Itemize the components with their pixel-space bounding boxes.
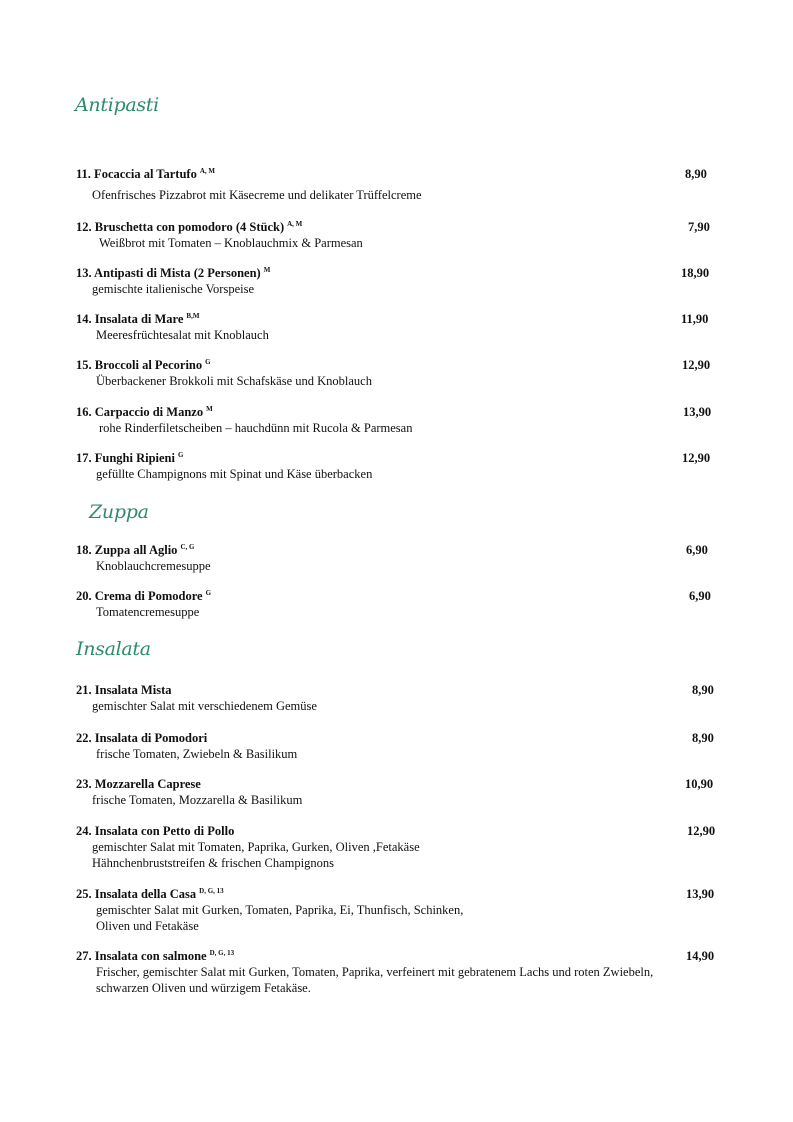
item-name: 16. Carpaccio di Manzo [76, 405, 204, 419]
item-price: 8,90 [685, 167, 707, 181]
menu-item [76, 731, 736, 763]
item-description: frische Tomaten, Mozzarella & Basilikum [92, 793, 303, 807]
menu-item [76, 949, 736, 996]
item-description: gemischter Salat mit Tomaten, Paprika, Gurken, Oliven ,Fetakäse [92, 840, 420, 854]
allergen-codes: M [263, 265, 271, 274]
allergen-codes: M [206, 404, 213, 413]
menu-item [76, 543, 736, 575]
item-description: rohe Rinderfiletscheiben – hauchdünn mit Rucola & Parmesan [99, 421, 413, 435]
item-description: frische Tomaten, Zwiebeln & Basilikum [96, 747, 298, 761]
item-price: 6,90 [686, 543, 708, 557]
section-title-zuppa: Zuppa [89, 501, 149, 523]
item-price: 13,90 [686, 887, 715, 901]
allergen-codes: B,M [186, 311, 200, 320]
menu-item [76, 777, 736, 809]
allergen-codes: G [178, 450, 184, 459]
item-name: 24. Insalata con Petto di Pollo [76, 824, 235, 838]
item-price: 18,90 [681, 266, 710, 280]
item-price: 8,90 [692, 683, 714, 697]
menu-item [76, 683, 736, 715]
item-description: Ofenfrisches Pizzabrot mit Käsecreme und delikater Trüffelcreme [92, 188, 422, 202]
menu-item [76, 824, 736, 871]
item-name: 15. Broccoli al Pecorino [76, 358, 203, 372]
item-description: Weißbrot mit Tomaten – Knoblauchmix & Parmesan [99, 236, 363, 250]
item-price: 12,90 [682, 451, 711, 465]
item-name: 25. Insalata della Casa [76, 887, 197, 901]
item-price: 12,90 [687, 824, 716, 838]
allergen-codes: G [205, 357, 211, 366]
menu-item [76, 266, 736, 298]
allergen-codes: D, G, 13 [199, 886, 224, 895]
menu-item [76, 887, 736, 934]
item-description: Überbackener Brokkoli mit Schafskäse und Knoblauch [96, 374, 372, 388]
section-title-insalata: Insalata [76, 638, 151, 660]
menu-item [76, 405, 736, 437]
item-name: 14. Insalata di Mare [76, 312, 184, 326]
item-name: 13. Antipasti di Mista (2 Personen) [76, 266, 261, 280]
item-description: Oliven und Fetakäse [96, 918, 199, 933]
item-description: Knoblauchcremesuppe [96, 559, 211, 573]
item-description: gefüllte Champignons mit Spinat und Käse überbacken [96, 467, 373, 481]
item-price: 13,90 [683, 405, 712, 419]
item-price: 6,90 [689, 589, 711, 603]
item-name: 21. Insalata Mista [76, 683, 172, 697]
allergen-codes: G [205, 588, 212, 597]
item-name: 20. Crema di Pomodore [76, 589, 203, 603]
item-price: 11,90 [681, 312, 709, 326]
item-price: 8,90 [692, 731, 714, 745]
item-price: 10,90 [685, 777, 714, 791]
item-name: 17. Funghi Ripieni [76, 451, 175, 465]
section-title-antipasti: Antipasti [75, 94, 159, 116]
item-description: Hähnchenbruststreifen & frischen Champignons [92, 855, 334, 870]
item-name: 18. Zuppa all Aglio [76, 543, 178, 557]
menu-item [76, 220, 736, 252]
item-description: gemischte italienische Vorspeise [92, 282, 254, 296]
allergen-codes: C, G [180, 542, 195, 551]
allergen-codes: D, G, 13 [209, 948, 235, 957]
menu-item [76, 358, 736, 390]
item-name: 27. Insalata con salmone [76, 949, 207, 963]
menu-item [76, 589, 736, 621]
item-description: Tomatencremesuppe [96, 605, 200, 619]
item-description: schwarzen Oliven und würzigem Fetakäse. [96, 980, 311, 995]
item-name: 11. Focaccia al Tartufo [76, 167, 197, 181]
allergen-codes: A, M [287, 219, 303, 228]
menu-item [76, 451, 736, 483]
item-description: Meeresfrüchtesalat mit Knoblauch [96, 328, 269, 342]
item-description: Frischer, gemischter Salat mit Gurken, Tomaten, Paprika, verfeinert mit gebratenem Lachs und roten Zwiebeln, [96, 965, 654, 979]
item-price: 7,90 [688, 220, 710, 234]
item-price: 14,90 [686, 949, 715, 963]
item-name: 23. Mozzarella Caprese [76, 777, 201, 791]
item-price: 12,90 [682, 358, 711, 372]
menu-item [76, 312, 736, 344]
menu-item [76, 167, 736, 204]
item-name: 22. Insalata di Pomodori [76, 731, 208, 745]
item-name: 12. Bruschetta con pomodoro (4 Stück) [76, 220, 285, 234]
item-description: gemischter Salat mit Gurken, Tomaten, Paprika, Ei, Thunfisch, Schinken, [96, 903, 464, 917]
allergen-codes: A, M [199, 166, 215, 175]
item-description: gemischter Salat mit verschiedenem Gemüse [92, 699, 317, 713]
